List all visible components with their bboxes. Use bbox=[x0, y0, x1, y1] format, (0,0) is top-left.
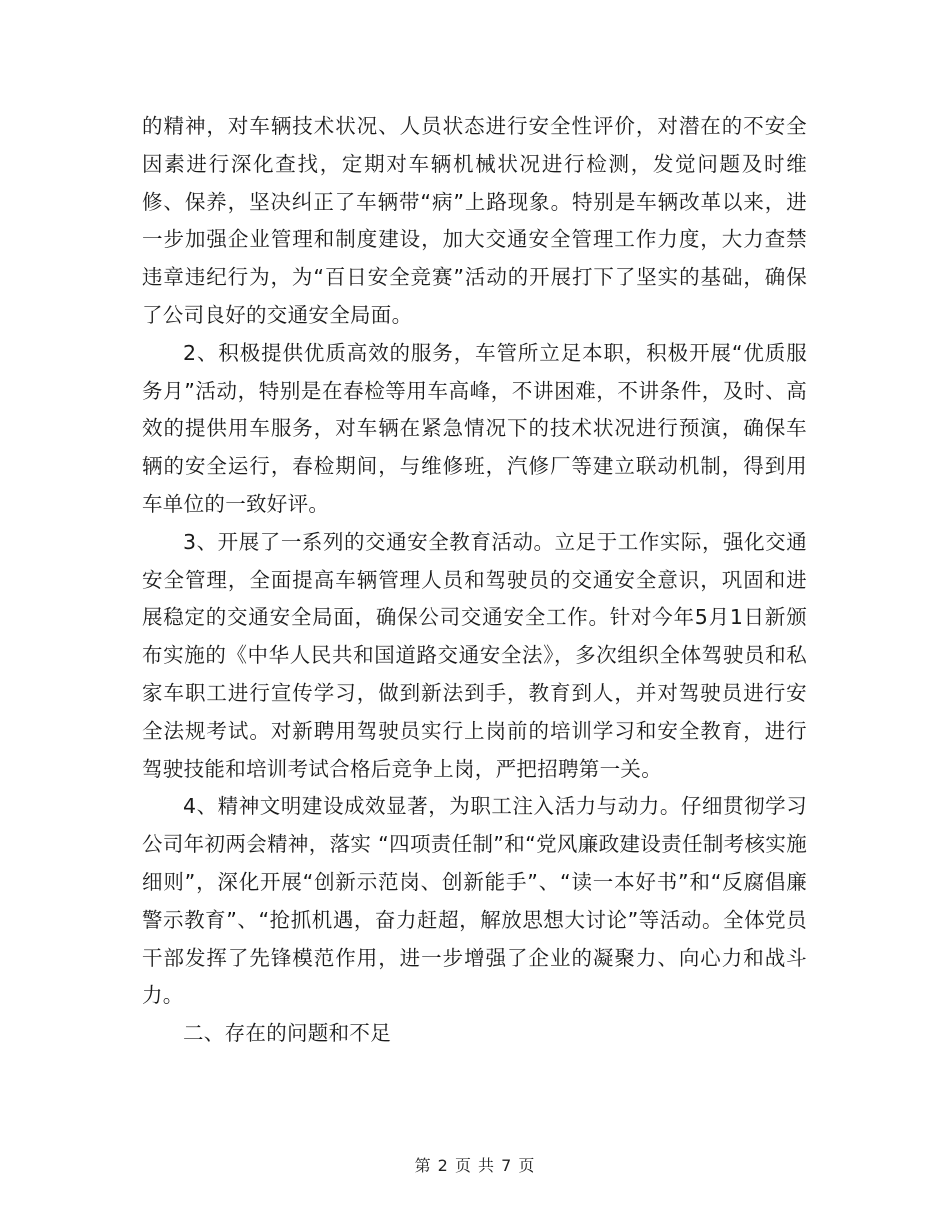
paragraph-item-2: 2、积极提供优质高效的服务，车管所立足本职，积极开展“优质服务月”活动，特别是在春检等用车高峰，不讲困难，不讲条件，及时、高效的提供用车服务，对车辆在紧急情况下的技术状况进行预演，确保车辆的安全运行，春检期间，与维修班，汽修厂等建立联动机制，得到用车单位的一致好评。 bbox=[142, 340, 807, 516]
page-footer: 第 2 页 共 7 页 bbox=[414, 1156, 536, 1175]
section-heading: 二、存在的问题和不足 bbox=[183, 1021, 391, 1046]
paragraph-item-4: 4、精神文明建设成效显著，为职工注入活力与动力。仔细贯彻学习公司年初两会精神，落实 “四项责任制”和“党风廉政建设责任制考核实施细则”，深化开展“创新示范岗、创新能手”、“读一本好书”和“反腐倡廉警示教育”、“抢抓机遇，奋力赶超，解放思想大讨论”等活动。全体党员干部发挥了先锋模范作用，进一步增强了企业的凝聚力、向心力和战斗力。 bbox=[142, 794, 807, 1008]
document-body bbox=[142, 108, 807, 1053]
paragraph-item-3: 3、开展了一系列的交通安全教育活动。立足于工作实际，强化交通安全管理，全面提高车辆管理人员和驾驶员的交通安全意识，巩固和进展稳定的交通安全局面，确保公司交通安全工作。针对今年5月1日新颁布实施的《中华人民共和国道路交通安全法》，多次组织全体驾驶员和私家车职工进行宣传学习，做到新法到手，教育到人，并对驾驶员进行安全法规考试。对新聘用驾驶员实行上岗前的培训学习和安全教育，进行驾驶技能和培训考试合格后竞争上岗，严把招聘第一关。 bbox=[142, 529, 807, 781]
paragraph-continuation: 的精神，对车辆技术状况、人员状态进行安全性评价，对潜在的不安全因素进行深化查找，定期对车辆机械状况进行检测，发觉问题及时维修、保养，坚决纠正了车辆带“病”上路现象。特别是车辆改革以来，进一步加强企业管理和制度建设，加大交通安全管理工作力度，大力查禁违章违纪行为，为“百日安全竞赛”活动的开展打下了坚实的基础，确保了公司良好的交通安全局面。 bbox=[142, 114, 807, 327]
